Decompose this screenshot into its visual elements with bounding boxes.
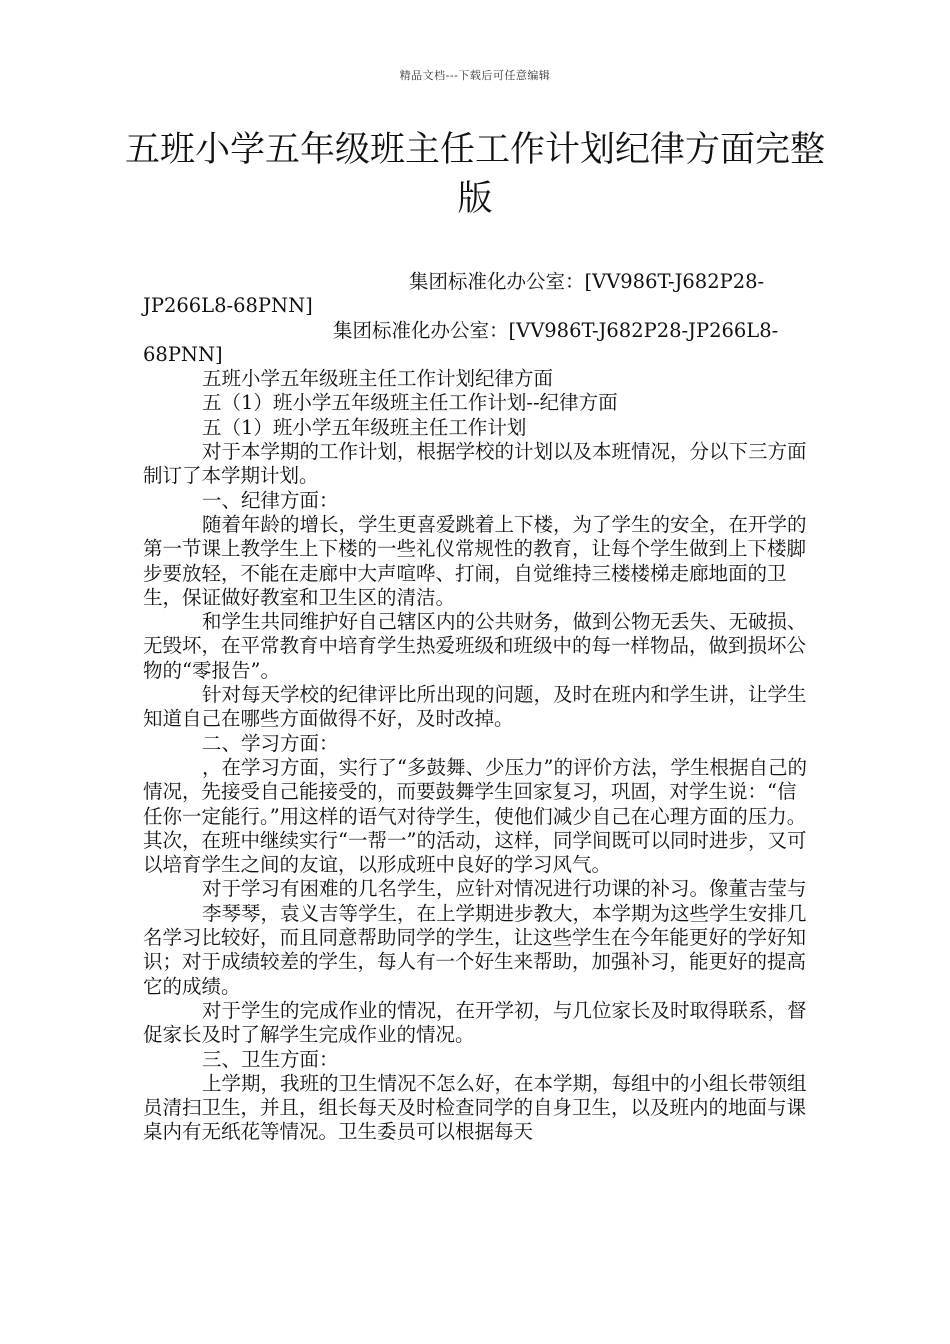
paragraph: 五（1）班小学五年级班主任工作计划 [202,415,527,439]
section-heading: 二、学习方面： [202,731,339,755]
document-body [143,270,811,1145]
paragraph: 随着年龄的增长，学生更喜爱跳着上下楼，为了学生的安全，在开学的第一节课上教学生上下楼的一些礼仪常规性的教育，让每个学生做到上下楼脚步要放轻，不能在走廊中大声喧哗、打闹，自觉维持三楼楼梯走廊地面的卫生，保证做好教室和卫生区的清洁。 [143,512,807,609]
paragraph: 五（1）班小学五年级班主任工作计划--纪律方面 [202,391,618,415]
paragraph: 五班小学五年级班主任工作计划纪律方面 [202,367,554,391]
paragraph: 上学期，我班的卫生情况不怎么好，在本学期，每组中的小组长带领组员清扫卫生，并且，组长每天及时检查同学的自身卫生，以及班内的地面与课桌内有无纸花等情况。卫生委员可以根据每天 [143,1071,807,1144]
paragraph: 针对每天学校的纪律评比所出现的问题，及时在班内和学生讲，让学生知道自己在哪些方面做得不好，及时改掉。 [143,683,807,731]
header-note: 精品文档---下载后可任意编辑 [399,69,551,82]
paragraph: 对于学习有困难的几名学生，应针对情况进行功课的补习。像董吉莹与 [202,877,807,901]
meta-line: 集团标准化办公室：[VV986T-J682P28-JP266L8-68PNN] [143,270,765,318]
document-title: 五班小学五年级班主任工作计划纪律方面完整版 [124,130,825,219]
paragraph: 对于本学期的工作计划，根据学校的计划以及本班情况，分以下三方面制订了本学期计划。 [143,440,807,488]
section-heading: 一、纪律方面： [202,488,339,512]
paragraph: 和学生共同维护好自己辖区内的公共财务，做到公物无丢失、无破损、无毁坏，在平常教育中培育学生热爱班级和班级中的每一样物品，做到损坏公物的“零报告”。 [143,610,807,682]
paragraph: 对于学生的完成作业的情况，在开学初，与几位家长及时取得联系，督促家长及时了解学生完成作业的情况。 [143,998,807,1047]
meta-line: 集团标准化办公室：[VV986T-J682P28-JP266L8-68PNN] [143,318,779,366]
section-heading: 三、卫生方面： [202,1047,339,1071]
paragraph: ，在学习方面，实行了“多鼓舞、少压力”的评价方法，学生根据自己的情况，先接受自己能接受的，而要鼓舞学生回家复习，巩固，对学生说：“信任你一定能行。”用这样的语气对待学生，使他们减少自己在心理方面的压力。其次，在班中继续实行“一帮一”的活动，这样，同学间既可以同时进步，又可以培育学生之间的友谊，以形成班中良好的学习风气。 [143,755,807,877]
paragraph: 李琴琴，袁义吉等学生，在上学期进步教大，本学期为这些学生安排几名学习比较好，而且同意帮助同学的学生，让这些学生在今年能更好的学好知识；对于成绩较差的学生，每人有一个好生来帮助，加强补习，能更好的提高它的成绩。 [143,901,807,998]
